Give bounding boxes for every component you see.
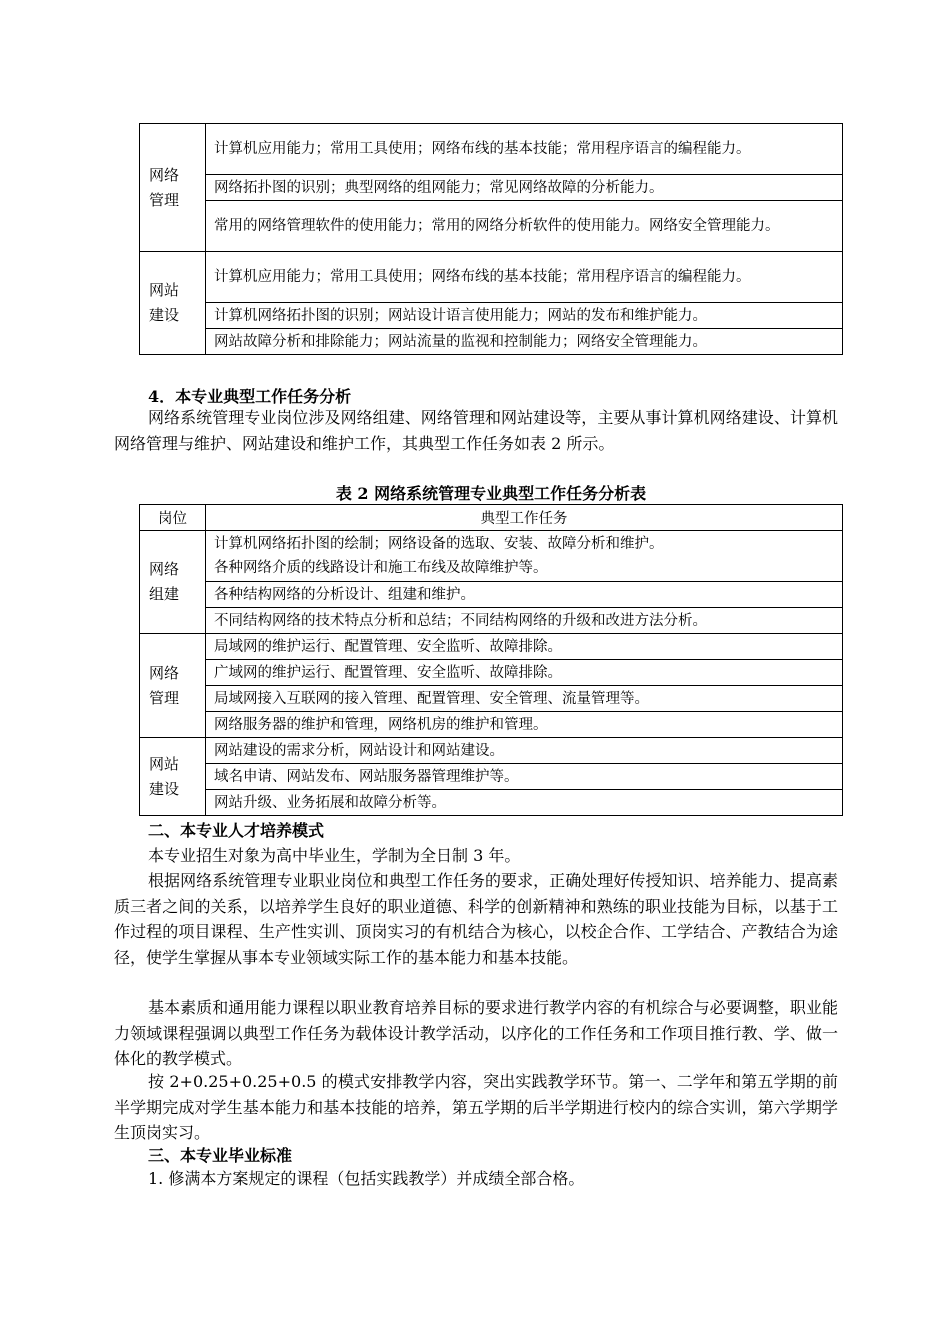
table-row (140, 790, 843, 816)
table-row (140, 124, 843, 175)
task-cell: 局域网接入互联网的接入管理、配置管理、安全管理、流量管理等。 (206, 686, 843, 712)
ability-cell: 常用的网络管理软件的使用能力；常用的网络分析软件的使用能力。网络安全管理能力。 (206, 201, 843, 252)
post-cell (140, 252, 206, 355)
task-cell: 局域网的维护运行、配置管理、安全监听、故障排除。 (206, 634, 843, 660)
task-line: 计算机网络拓扑图的绘制；网络设备的选取、安装、故障分析和维护。 (214, 536, 664, 552)
post-label-line2: 管理 (149, 688, 180, 707)
ability-cell: 计算机应用能力；常用工具使用；网络布线的基本技能；常用程序语言的编程能力。 (206, 252, 843, 303)
post-cell (140, 531, 206, 634)
post-label-line1: 网站 (149, 281, 180, 299)
table-row (140, 686, 843, 712)
table-row (140, 660, 843, 686)
section-two-para-4: 按 2+0.25+0.25+0.5 的模式安排教学内容，突出实践教学环节。第一、二学年和第五学期的前半学期完成对学生基本能力和基本技能的培养，第五学期的后半学期进行校内的综合实训，第六学期学生顶岗实习。 (114, 1072, 838, 1143)
section-4-heading: 4．本专业典型工作任务分析 (148, 387, 352, 406)
post-label-line1: 网络 (149, 165, 180, 184)
table-header-row (140, 505, 843, 531)
task-cell: 各种结构网络的分析设计、组建和维护。 (206, 582, 843, 608)
ability-cell: 网站故障分析和排除能力；网站流量的监视和控制能力；网络安全管理能力。 (206, 329, 843, 355)
task-cell (206, 531, 843, 582)
table-2-caption: 表 2 网络系统管理专业典型工作任务分析表 (335, 484, 647, 503)
table-row (140, 764, 843, 790)
section-three-item-1: 1. 修满本方案规定的课程（包括实践教学）并成绩全部合格。 (148, 1169, 585, 1188)
task-cell: 域名申请、网站发布、网站服务器管理维护等。 (206, 764, 843, 790)
table-row (140, 738, 843, 764)
task-cell: 网站升级、业务拓展和故障分析等。 (206, 790, 843, 816)
post-cell (140, 738, 206, 816)
table-row (140, 329, 843, 355)
table-row (140, 175, 843, 201)
table-row (140, 634, 843, 660)
ability-table (139, 123, 843, 355)
task-line: 各种网络介质的线路设计和施工布线及故障维护等。 (214, 560, 548, 576)
section-two-para-1: 本专业招生对象为高中毕业生，学制为全日制 3 年。 (148, 846, 521, 865)
ability-cell: 网络拓扑图的识别；典型网络的组网能力；常见网络故障的分析能力。 (206, 175, 843, 201)
task-cell: 网站建设的需求分析，网站设计和网站建设。 (206, 738, 843, 764)
section-two-heading: 二、本专业人才培养模式 (148, 821, 325, 840)
table-row (140, 531, 843, 582)
task-table (139, 504, 843, 816)
task-cell: 广域网的维护运行、配置管理、安全监听、故障排除。 (206, 660, 843, 686)
table-row (140, 608, 843, 634)
post-label-line2: 建设 (149, 779, 180, 798)
post-label-line2: 组建 (149, 585, 180, 603)
header-task: 典型工作任务 (206, 505, 843, 531)
post-label-line2: 建设 (149, 306, 180, 324)
post-cell (140, 634, 206, 738)
post-label-line1: 网络 (149, 663, 180, 682)
task-cell: 网络服务器的维护和管理，网络机房的维护和管理。 (206, 712, 843, 738)
section-two-para-2: 根据网络系统管理专业职业岗位和典型工作任务的要求，正确处理好传授知识、培养能力、提高素质三者之间的关系，以培养学生良好的职业道德、科学的创新精神和熟练的职业技能为目标，以基于工作过程的项目课程、生产性实训、顶岗实习的有机结合为核心，以校企合作、工学结合、产教结合为途径，使学生掌握从事本专业领域实际工作的基本能力和基本技能。 (114, 871, 838, 967)
ability-cell: 计算机网络拓扑图的识别；网站设计语言使用能力；网站的发布和维护能力。 (206, 303, 843, 329)
table-row (140, 712, 843, 738)
table-row (140, 303, 843, 329)
task-cell: 不同结构网络的技术特点分析和总结；不同结构网络的升级和改进方法分析。 (206, 608, 843, 634)
ability-cell: 计算机应用能力；常用工具使用；网络布线的基本技能；常用程序语言的编程能力。 (206, 124, 843, 175)
post-label-line1: 网站 (149, 754, 180, 773)
post-label-line1: 网络 (149, 560, 180, 578)
section-two-para-3: 基本素质和通用能力课程以职业教育培养目标的要求进行教学内容的有机综合与必要调整，职业能力领域课程强调以典型工作任务为载体设计教学活动，以序化的工作任务和工作项目推行教、学、做一体化的教学模式。 (114, 998, 838, 1069)
header-post: 岗位 (140, 505, 206, 531)
section-4-paragraph: 网络系统管理专业岗位涉及网络组建、网络管理和网站建设等，主要从事计算机网络建设、计算机网络管理与维护、网站建设和维护工作，其典型工作任务如表 2 所示。 (114, 408, 838, 453)
post-cell (140, 124, 206, 252)
table-row (140, 582, 843, 608)
table-row (140, 201, 843, 252)
post-label-line2: 管理 (149, 190, 180, 209)
section-three-heading: 三、本专业毕业标准 (148, 1146, 293, 1165)
table-row (140, 252, 843, 303)
